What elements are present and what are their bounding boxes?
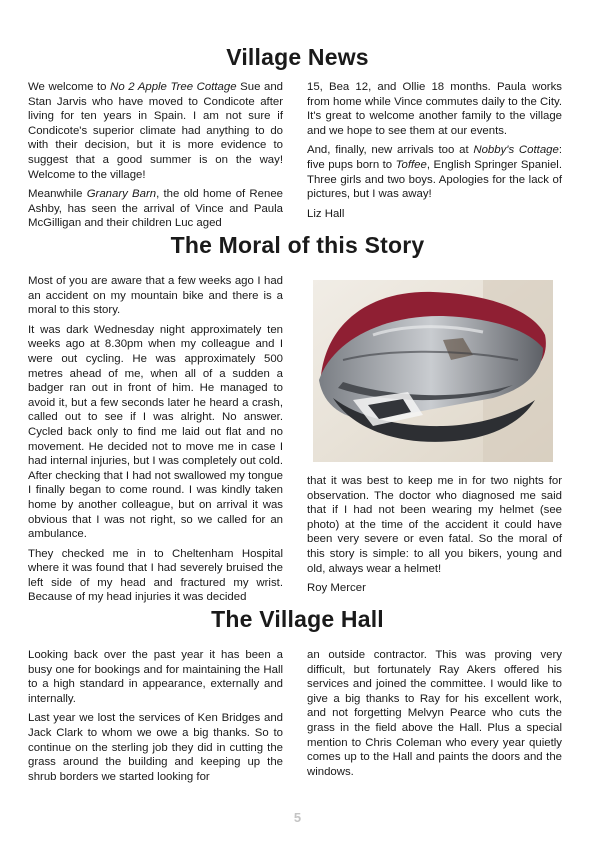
text-run: Sue and Stan Jarvis who have moved to Condicote after living for ten years in Spain. I am not sure if Condicote's superior climate had anything to do with their decision, but it is more evidence to suggest that a good summer is on the way! Welcome to the village! <box>28 81 283 181</box>
text-run: 15, Bea 12, and Ollie 18 months. Paula works from home while Vince commutes daily to the City. It's great to welcome another family to the village and we hope to see them at our events. <box>307 81 562 137</box>
village-hall-paragraph: Looking back over the past year it has been a busy one for bookings and for maintaining the Hall to a high standard in appearance, externally and internally. <box>28 649 283 705</box>
bike-helmet-photo <box>313 280 553 462</box>
text-run: , the old home of Renee Ashby, has seen the arrival of Vince and Paula McGilligan and their children Luc aged <box>28 188 283 230</box>
moral-story-paragraph: Most of you are aware that a few weeks ago I had an accident on my mountain bike and there is a moral to this story. <box>28 275 283 317</box>
village-news-column-1 <box>28 80 283 236</box>
village-hall-column-1 <box>28 648 283 789</box>
moral-story-author: Roy Mercer <box>307 582 366 595</box>
italic-name: Nobby's Cottage <box>473 144 559 157</box>
moral-story-title: The Moral of this Story <box>170 232 425 258</box>
village-hall-column-2 <box>307 648 562 784</box>
moral-story-column-1 <box>28 274 283 610</box>
village-hall-title: The Village Hall <box>211 606 384 632</box>
village-news-column-2 <box>307 80 562 226</box>
moral-story-paragraph: that it was best to keep me in for two nights for observation. The doctor who diagnosed me said that if I had not been wearing my helmet (see photo) at the time of the accident it could have been very severe or even fatal. So the moral of this story is simple: to all you bikers, young and old, always wear a helmet! <box>307 475 562 575</box>
italic-name: Toffee <box>395 158 427 171</box>
text-run: , English Springer Spaniel. Three girls and two boys. Apologies for the lack of pictures, but I was away! <box>307 158 562 201</box>
page-number: 5 <box>293 810 302 825</box>
italic-name: Granary Barn <box>86 188 157 201</box>
village-news-paragraph <box>307 143 562 201</box>
moral-story-paragraph: It was dark Wednesday night approximately ten weeks ago at 8.30pm when my colleague and I were out cycling. He was approximately 500 metres ahead of me, when all of a sudden a badger ran out in front of him. He managed to avoid it, but a few seconds later he heard a crash, called out to see if I was alright. No answer. Cycled back only to find me laid out flat and no movement. He decided not to move me in case I had internal injuries, but I was completely out cold. After checking that I had not swallowed my tongue I finally began to come round. I was kindly taken home by another colleague, but on arrival it was obvious that I was not right, so we called for an ambulance. <box>28 323 283 541</box>
village-news-paragraph <box>28 80 283 182</box>
text-run: : five pups born to <box>307 144 562 171</box>
village-news-paragraph <box>28 187 283 231</box>
text-run: We welcome to <box>28 81 111 93</box>
village-news-author: Liz Hall <box>307 207 345 220</box>
village-hall-paragraph: Last year we lost the services of Ken Bridges and Jack Clark to whom we owe a big thanks. So to continue on the sterling job they did in cutting the grass around the building and keeping up the shrub borders we started looking for <box>28 712 283 783</box>
text-run: Meanwhile <box>28 188 87 201</box>
moral-story-paragraph: They checked me in to Cheltenham Hospital where it was found that I had severely bruised the left side of my head and fractured my wrist. Because of my head injuries it was decided <box>28 547 283 604</box>
italic-name: No 2 Apple Tree Cottage <box>110 81 237 93</box>
village-hall-paragraph: an outside contractor. This was proving very difficult, but fortunately Ray Akers offered his services and joined the committee. I would like to give a big thanks to Ray for his excellent work, and not forgetting Melvyn Pearce who cuts the grass in the field above the Hall. Plus a special mention to Chris Coleman who every year quietly comes up to the Hall and paints the doors and the windows. <box>307 649 562 778</box>
moral-story-column-2 <box>307 474 562 601</box>
village-news-paragraph <box>307 80 562 138</box>
village-news-title: Village News <box>226 44 369 70</box>
bike-helmet-illustration <box>313 280 553 462</box>
text-run: And, finally, new arrivals too at <box>307 144 474 157</box>
